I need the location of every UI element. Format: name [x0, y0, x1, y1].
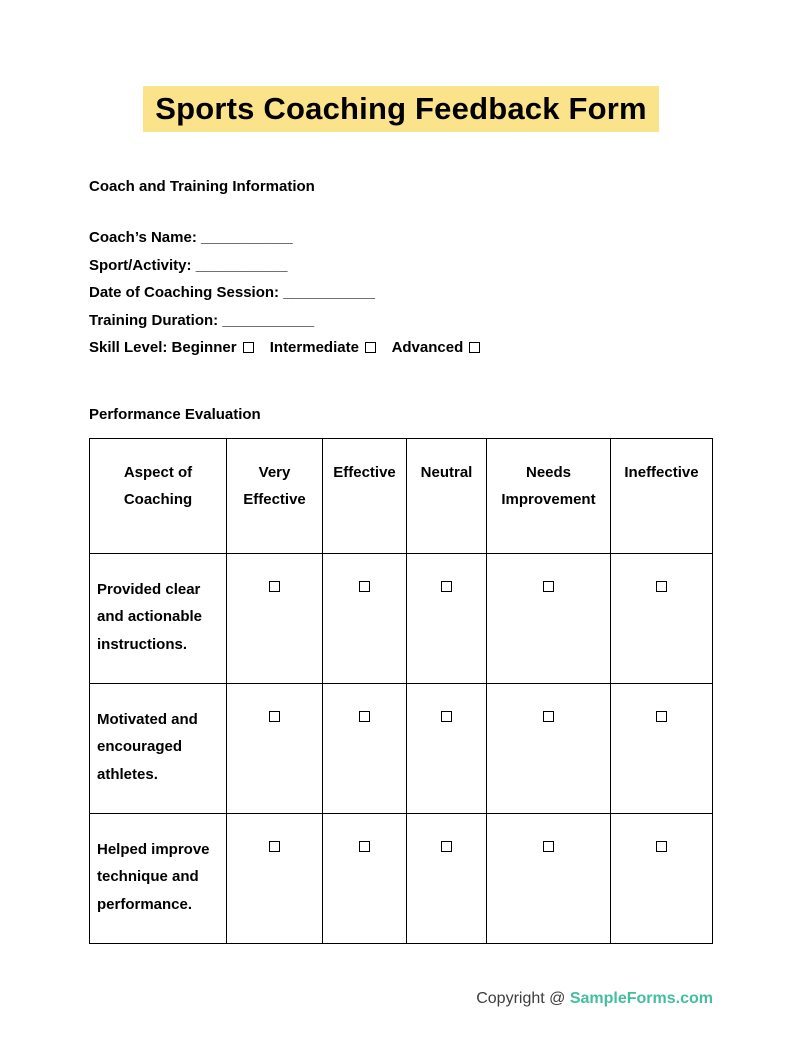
aspect-label: Motivated and encouraged athletes.: [90, 683, 227, 813]
aspect-label: Provided clear and actionable instructions.: [90, 553, 227, 683]
checkbox-icon[interactable]: [441, 841, 452, 852]
checkbox-icon[interactable]: [441, 581, 452, 592]
footer: [0, 990, 802, 1008]
field-coach-name: [89, 224, 713, 252]
performance-evaluation-table: [89, 438, 713, 944]
title-area: [0, 0, 802, 132]
table-row: [90, 683, 713, 813]
evaluation-section-heading: Performance Evaluation: [89, 405, 261, 423]
info-section-heading: Coach and Training Information: [89, 178, 315, 195]
table-row: [90, 813, 713, 943]
field-label: Sport/Activity:: [89, 256, 192, 274]
checkbox-icon[interactable]: [543, 711, 554, 722]
rating-cell-effective: [323, 683, 407, 813]
checkbox-icon[interactable]: [359, 581, 370, 592]
document-content: [0, 178, 802, 944]
field-label: Training Duration:: [89, 311, 219, 329]
field-blank[interactable]: ___________: [283, 284, 375, 301]
skill-option-advanced: Advanced: [391, 339, 464, 356]
checkbox-icon[interactable]: [656, 841, 667, 852]
rating-cell-ineffective: [611, 553, 713, 683]
column-header-ineffective: Ineffective: [611, 438, 713, 553]
field-blank[interactable]: ___________: [195, 256, 288, 274]
field-sport-activity: [89, 252, 713, 280]
field-label: Coach’s Name:: [89, 229, 197, 246]
rating-cell-ineffective: [611, 813, 713, 943]
checkbox-icon[interactable]: [359, 841, 370, 852]
rating-cell-neutral: [407, 813, 487, 943]
checkbox-icon[interactable]: [656, 581, 667, 592]
column-header-needs-improvement: Needs Improvement: [487, 438, 611, 553]
field-skill-level: [89, 334, 713, 362]
checkbox-icon[interactable]: [656, 711, 667, 722]
rating-cell-neutral: [407, 683, 487, 813]
copyright-text: Copyright @: [476, 989, 566, 1007]
column-header-neutral: Neutral: [407, 438, 487, 553]
rating-cell-ineffective: [611, 683, 713, 813]
info-fields: [89, 224, 713, 362]
rating-cell-very-effective: [227, 813, 323, 943]
rating-cell-effective: [323, 553, 407, 683]
checkbox-icon[interactable]: [269, 841, 280, 852]
rating-cell-effective: [323, 813, 407, 943]
skill-option-intermediate: Intermediate: [269, 339, 359, 356]
field-training-duration: [89, 307, 713, 335]
field-session-date: [89, 279, 713, 307]
checkbox-icon[interactable]: [441, 711, 452, 722]
aspect-label: Helped improve technique and performance.: [90, 813, 227, 943]
column-header-very-effective: Very Effective: [227, 438, 323, 553]
checkbox-icon[interactable]: [469, 342, 480, 353]
checkbox-icon[interactable]: [543, 841, 554, 852]
rating-cell-needs-improvement: [487, 553, 611, 683]
checkbox-icon[interactable]: [269, 711, 280, 722]
rating-cell-neutral: [407, 553, 487, 683]
skill-option-beginner: Beginner: [171, 339, 237, 356]
checkbox-icon[interactable]: [543, 581, 554, 592]
table-row: [90, 553, 713, 683]
page-title: Sports Coaching Feedback Form: [143, 86, 659, 132]
checkbox-icon[interactable]: [243, 342, 254, 353]
rating-cell-very-effective: [227, 553, 323, 683]
field-label: Skill Level:: [89, 339, 168, 356]
column-header-effective: Effective: [323, 438, 407, 553]
checkbox-icon[interactable]: [269, 581, 280, 592]
checkbox-icon[interactable]: [365, 342, 376, 353]
field-blank[interactable]: ___________: [222, 311, 315, 329]
field-label: Date of Coaching Session:: [89, 284, 280, 301]
checkbox-icon[interactable]: [359, 711, 370, 722]
sampleforms-link[interactable]: SampleForms.com: [569, 989, 713, 1007]
field-blank[interactable]: ___________: [200, 229, 293, 246]
rating-cell-very-effective: [227, 683, 323, 813]
column-header-aspect: Aspect of Coaching: [90, 438, 227, 553]
table-header-row: [90, 438, 713, 553]
rating-cell-needs-improvement: [487, 813, 611, 943]
rating-cell-needs-improvement: [487, 683, 611, 813]
